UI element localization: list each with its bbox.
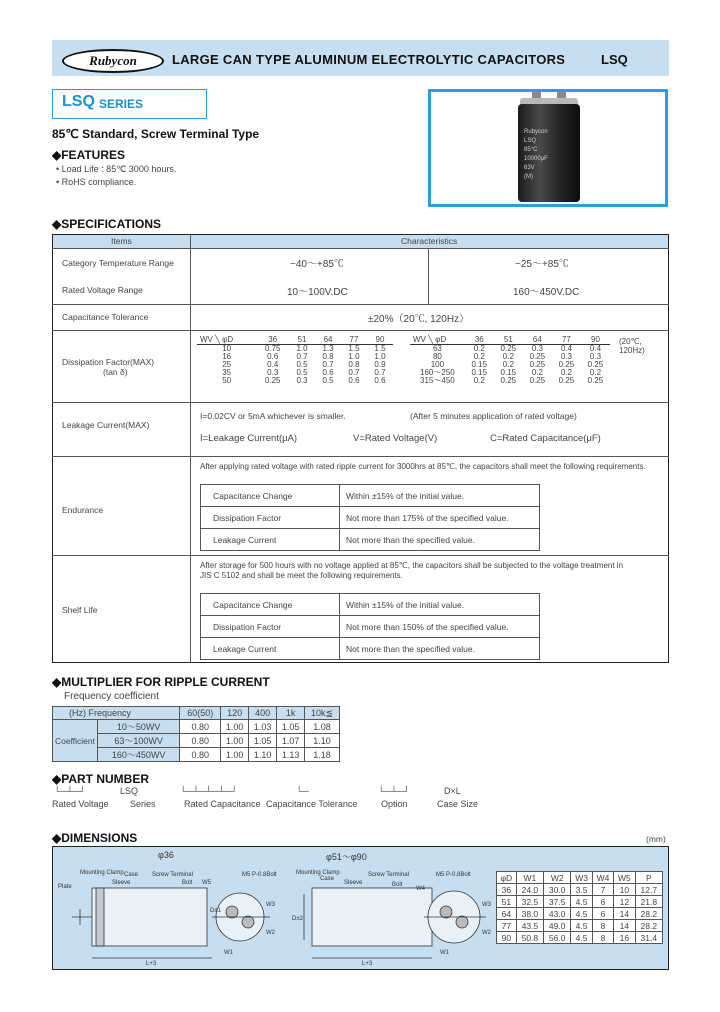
table-cell: 36: [497, 884, 517, 896]
label-bolt-right: Bolt: [392, 882, 403, 888]
label-w3-right: W3: [482, 902, 491, 908]
table-cell: 0.2: [473, 344, 485, 353]
table-cell: 0.75: [264, 344, 281, 353]
table-cell: 1.10: [249, 748, 277, 762]
pn-slot: └─: [296, 786, 309, 796]
table-cell: 0.25: [500, 376, 517, 385]
table-cell: 0.2: [473, 376, 485, 385]
table-row: [201, 529, 540, 551]
label-w2-left: W2: [266, 930, 275, 936]
table-cell: 0.25: [264, 376, 281, 385]
brand-logo: Rubycon: [62, 49, 164, 73]
table-cell: 1.3: [322, 344, 334, 353]
table-cell: 0.7: [374, 368, 386, 377]
table-cell: 0.25: [529, 360, 546, 369]
table-cell: Not more than 175% of the specified value.: [340, 507, 540, 529]
divider: [190, 234, 191, 663]
table-cell: 1.10: [305, 734, 340, 748]
table-cell: 0.25: [587, 376, 604, 385]
table-cell: φD: [497, 872, 517, 884]
dissipation-note: (20℃, 120Hz): [619, 337, 645, 355]
label-l-right: L+3: [362, 961, 373, 967]
shelf-intro2: JIS C 5102 and shall be meet the following requirements.: [200, 571, 403, 580]
table-cell: 10k≦: [305, 707, 340, 720]
table-cell: 77: [341, 336, 367, 345]
endurance-intro: After applying rated voltage with rated ripple current for 3000hrs at 85℃, the capacitors shall meet the following requirements.: [200, 462, 646, 471]
table-cell: Dissipation Factor: [201, 507, 340, 529]
leakage-formula: I=0.02CV or 5mA whichever is smaller.: [200, 411, 346, 421]
table-cell: 7: [592, 884, 613, 896]
table-cell: 49.0: [544, 920, 571, 932]
table-cell: 1.00: [221, 748, 249, 762]
table-cell: 28.2: [635, 920, 662, 932]
table-cell: 0.9: [374, 360, 386, 369]
table-cell: 90: [497, 932, 517, 944]
table-cell: 160〜450WV: [98, 748, 180, 762]
table-cell: 1.18: [305, 748, 340, 762]
divider: [52, 456, 669, 457]
table-row: [201, 507, 540, 529]
label-bolt: Bolt: [182, 880, 193, 886]
cap-tolerance-label: Capacitance Tolerance: [62, 312, 149, 322]
table-cell: 0.2: [502, 360, 514, 369]
table-cell: 16: [614, 932, 635, 944]
table-row: [53, 720, 340, 734]
label-sleeve-right: Sleeve: [344, 880, 363, 886]
table-row: [497, 896, 663, 908]
label-w4-right: W4: [416, 886, 425, 892]
table-cell: 1.5: [374, 344, 386, 353]
cat-temp-high: −25〜+85℃: [515, 259, 569, 270]
cat-temp-low: −40〜+85℃: [290, 259, 344, 270]
label-w1-right: W1: [440, 950, 449, 956]
ripple-title: ◆MULTIPLIER FOR RIPPLE CURRENT: [52, 675, 270, 689]
table-cell: Not more than the specified value.: [340, 529, 540, 551]
table-cell: 0.8: [348, 360, 360, 369]
series-code: LSQ: [601, 52, 628, 67]
table-cell: 0.4: [267, 360, 279, 369]
page-title: LARGE CAN TYPE ALUMINUM ELECTROLYTIC CAPACITORS: [172, 52, 566, 67]
table-cell: 0.5: [296, 360, 308, 369]
endurance-label: Endurance: [62, 505, 104, 515]
table-cell: 0.25: [558, 360, 575, 369]
table-cell: 1.13: [277, 748, 305, 762]
table-cell: 3.5: [571, 884, 592, 896]
label-m5-right: M5 P-0.8Bolt: [436, 872, 471, 878]
table-cell: 77: [497, 920, 517, 932]
table-cell: P: [635, 872, 662, 884]
table-cell: 160〜250: [420, 368, 455, 377]
dimensions-title: ◆DIMENSIONS: [52, 831, 138, 845]
pn-label: Rated Voltage: [52, 799, 109, 809]
shelf-label: Shelf Life: [62, 605, 98, 615]
table-cell: 90: [367, 336, 393, 345]
table-cell: 0.80: [180, 748, 221, 762]
table-cell: 63: [432, 344, 442, 353]
table-cell: Capacitance Change: [201, 594, 340, 616]
table-cell: 12: [614, 896, 635, 908]
table-cell: 0.25: [558, 376, 575, 385]
divider: [52, 555, 669, 556]
ripple-sub: Frequency coefficient: [64, 691, 159, 702]
label-mounting-clamp: Mounting Clamp: [80, 870, 124, 876]
dissipation-table-low: [197, 336, 393, 385]
table-cell: 1.00: [221, 720, 249, 734]
table-cell: 43.5: [516, 920, 543, 932]
table-cell: 4.5: [571, 920, 592, 932]
leakage-label: Leakage Current(MAX): [62, 420, 150, 430]
table-cell: 0.2: [589, 368, 602, 377]
label-screw-right: Screw Terminal: [368, 872, 409, 878]
table-cell: 0.3: [560, 352, 572, 361]
table-cell: 4.5: [571, 908, 592, 920]
divider: [52, 248, 669, 249]
table-cell: 0.25: [587, 360, 604, 369]
table-cell: 0.3: [531, 344, 543, 353]
pn-slot: └─┴─┴─┴─┘: [180, 786, 238, 796]
table-cell: 315〜450: [420, 376, 455, 385]
table-cell: 0.25: [529, 376, 546, 385]
table-cell: 50: [222, 376, 232, 385]
table-cell: 0.2: [560, 368, 572, 377]
table-cell: 1.00: [221, 734, 249, 748]
table-cell: Not more than the specified value.: [340, 638, 540, 660]
table-cell: Within ±15% of the initial value.: [340, 485, 540, 507]
table-cell: 35: [222, 368, 232, 377]
table-cell: 1.08: [305, 720, 340, 734]
series-word: SERIES: [99, 97, 144, 111]
table-cell: 1.07: [277, 734, 305, 748]
table-cell: 8: [592, 932, 613, 944]
table-cell: Capacitance Change: [201, 485, 340, 507]
col-characteristics: Characteristics: [401, 236, 458, 246]
table-cell: 0.6: [348, 376, 360, 385]
table-cell: 400: [249, 707, 277, 720]
table-cell: 0.7: [322, 360, 334, 369]
table-cell: 0.8: [322, 352, 334, 361]
leakage-v-def: V=Rated Voltage(V): [353, 433, 438, 444]
dims-d36: φ36: [158, 850, 174, 860]
table-cell: 56.0: [544, 932, 571, 944]
table-row: [497, 908, 663, 920]
dissipation-label: Dissipation Factor(MAX): [62, 357, 155, 367]
table-cell: 1.05: [249, 734, 277, 748]
table-cell: 1k: [277, 707, 305, 720]
pn-slot: └─┴─┘: [54, 786, 86, 796]
label-d-right: D±2: [292, 916, 303, 922]
table-cell: 1.0: [296, 344, 308, 353]
table-cell: 14: [614, 920, 635, 932]
table-cell: Not more than 150% of the specified value.: [340, 616, 540, 638]
table-row: [201, 485, 540, 507]
table-cell: 80: [432, 352, 442, 361]
endurance-table: [200, 484, 540, 551]
leakage-i-def: I=Leakage Current(μA): [200, 433, 298, 444]
label-bolt-left: M5 P-0.8Bolt: [242, 872, 277, 878]
table-row: [497, 872, 663, 884]
case-outline-left: [92, 888, 207, 946]
table-cell: 16: [222, 352, 232, 361]
table-cell: W2: [544, 872, 571, 884]
table-cell: 8: [592, 920, 613, 932]
table-cell: 10: [614, 884, 635, 896]
dims-unit: (mm): [646, 834, 666, 844]
label-case: Case: [124, 872, 139, 878]
pn-label: Case Size: [437, 799, 479, 809]
part-number-title: ◆PART NUMBER: [52, 772, 150, 786]
table-cell: 0.5: [296, 368, 308, 377]
specifications-title: ◆SPECIFICATIONS: [52, 217, 162, 231]
capacitor-label: Rubycon LSQ 85°C 10000μF 63V (M): [524, 129, 548, 180]
table-cell: 100: [430, 360, 445, 369]
cap-tolerance-value: ±20%（20℃, 120Hz）: [368, 314, 470, 325]
pn-slot: └─┴─┘: [378, 786, 410, 796]
shelf-intro1: After storage for 500 hours with no voltage applied at 85℃, the capacitors shall be subjected to the voltage treatment in: [200, 561, 624, 570]
table-cell: 120: [221, 707, 249, 720]
table-cell: Leakage Current: [201, 529, 340, 551]
table-cell: 0.6: [267, 352, 279, 361]
table-cell: 25: [222, 360, 232, 369]
subtitle: 85℃ Standard, Screw Terminal Type: [52, 127, 260, 141]
divider: [52, 330, 669, 331]
table-cell: 0.6: [322, 368, 334, 377]
table-row: [497, 884, 663, 896]
table-cell: 0.2: [502, 352, 514, 361]
table-cell: 31.4: [635, 932, 662, 944]
table-cell: 43.0: [544, 908, 571, 920]
table-row: [201, 638, 540, 660]
table-cell: Dissipation Factor: [201, 616, 340, 638]
table-cell: 90: [581, 336, 610, 345]
table-row: [201, 616, 540, 638]
table-cell: 14: [614, 908, 635, 920]
pn-label: Series: [130, 799, 156, 809]
pn-label: Option: [381, 799, 408, 809]
table-cell: 37.5: [544, 896, 571, 908]
leakage-c-def: C=Rated Capacitance(μF): [490, 433, 601, 444]
table-cell: 0.5: [322, 376, 334, 385]
series-name: LSQ: [62, 93, 95, 110]
label-w1-left: W1: [224, 950, 233, 956]
shelf-table: [200, 593, 540, 660]
table-cell: 64: [523, 336, 552, 345]
table-cell: 28.2: [635, 908, 662, 920]
label-case-right: Case: [320, 876, 335, 882]
col-items: Items: [111, 236, 132, 246]
table-cell: 0.7: [296, 352, 308, 361]
table-cell: W3: [571, 872, 592, 884]
table-cell: 0.15: [471, 360, 488, 369]
label-w5-left: W5: [202, 880, 211, 886]
label-mounting-clamp-right: Mounting Clamp: [296, 870, 340, 876]
table-cell: 0.25: [500, 344, 517, 353]
table-cell: 0.2: [531, 368, 543, 377]
table-cell: 36: [256, 336, 289, 345]
divider: [52, 402, 669, 403]
table-cell: W1: [516, 872, 543, 884]
table-cell: 24.0: [516, 884, 543, 896]
table-cell: 12.7: [635, 884, 662, 896]
table-cell: W4: [592, 872, 613, 884]
table-cell: 1.05: [277, 720, 305, 734]
table-row: [201, 594, 540, 616]
table-cell: 64: [497, 908, 517, 920]
table-cell: 0.80: [180, 720, 221, 734]
label-l-left: L+3: [146, 961, 157, 967]
features-title: ◆FEATURES: [52, 148, 126, 162]
table-cell: 0.7: [348, 368, 360, 377]
table-cell: 0.6: [374, 376, 386, 385]
rated-voltage-label: Rated Voltage Range: [62, 285, 143, 295]
table-cell: 1.0: [348, 352, 360, 361]
case-outline-right: [312, 888, 432, 946]
ripple-table: [52, 706, 340, 762]
label-plate: Plate: [58, 884, 72, 890]
table-cell: 36: [465, 336, 494, 345]
dissipation-table-high: [410, 336, 610, 385]
table-cell: 0.25: [529, 352, 546, 361]
table-cell: 10: [222, 344, 232, 353]
dimensions-table: [496, 871, 663, 944]
table-cell: 50.8: [516, 932, 543, 944]
leakage-after: (After 5 minutes application of rated voltage): [410, 411, 577, 421]
pn-label: Rated Capacitance: [184, 799, 261, 809]
table-cell: 51: [289, 336, 315, 345]
table-row: [497, 932, 663, 944]
feature-item: • Load Life : 85℃ 3000 hours.: [56, 164, 177, 174]
label-w3-left: W3: [266, 902, 275, 908]
cat-temp-label: Category Temperature Range: [62, 258, 174, 268]
table-cell: 6: [592, 896, 613, 908]
table-cell: 51: [494, 336, 523, 345]
table-cell: 0.80: [180, 734, 221, 748]
divider: [52, 304, 669, 305]
pn-label: Capacitance Tolerance: [266, 799, 358, 809]
table-cell: Coefficient: [53, 720, 98, 762]
label-sleeve: Sleeve: [112, 880, 131, 886]
table-cell: 10〜50WV: [98, 720, 180, 734]
table-cell: 1.5: [348, 344, 360, 353]
table-cell: 30.0: [544, 884, 571, 896]
table-cell: 0.15: [500, 368, 517, 377]
table-cell: 64: [315, 336, 341, 345]
table-cell: 0.3: [267, 368, 279, 377]
table-cell: 0.15: [471, 368, 488, 377]
pn-dxl: D×L: [444, 786, 461, 796]
table-cell: WV ╲ φD: [410, 336, 465, 345]
pn-series: LSQ: [120, 786, 139, 796]
table-cell: 60(50): [180, 707, 221, 720]
table-row: [410, 377, 610, 385]
wv-header: WV ╲ φD: [197, 336, 256, 345]
table-row: [53, 707, 340, 720]
dims-d51: φ51〜φ90: [326, 852, 367, 862]
table-cell: 6: [592, 908, 613, 920]
table-cell: 0.4: [589, 344, 602, 353]
label-d-left: D±1: [210, 908, 221, 914]
table-cell: 1.0: [374, 352, 386, 361]
rated-voltage-low: 10〜100V.DC: [287, 287, 348, 298]
table-cell: Within ±15% of the initial value.: [340, 594, 540, 616]
table-cell: 63〜100WV: [98, 734, 180, 748]
dimension-drawing: [52, 862, 492, 968]
table-row: [497, 920, 663, 932]
table-cell: 0.2: [473, 352, 485, 361]
table-cell: 32.5: [516, 896, 543, 908]
feature-item: • RoHS compliance.: [56, 177, 137, 187]
label-w2-right: W2: [482, 930, 491, 936]
table-cell: 51: [497, 896, 517, 908]
table-cell: 0.3: [589, 352, 602, 361]
table-cell: 4.5: [571, 932, 592, 944]
table-cell: 21.8: [635, 896, 662, 908]
table-cell: Leakage Current: [201, 638, 340, 660]
table-row: [197, 377, 393, 385]
dissipation-label2: (tan δ): [103, 367, 128, 377]
table-cell: (Hz) Frequency: [53, 707, 180, 720]
table-cell: 0.3: [296, 376, 308, 385]
label-screw-terminal: Screw Terminal: [152, 872, 193, 878]
rated-voltage-high: 160〜450V.DC: [513, 287, 580, 298]
table-cell: 4.5: [571, 896, 592, 908]
table-cell: 1.03: [249, 720, 277, 734]
table-cell: 77: [552, 336, 581, 345]
spec-table-header: [53, 235, 668, 248]
table-cell: 38.0: [516, 908, 543, 920]
table-cell: W5: [614, 872, 635, 884]
divider: [428, 248, 429, 304]
table-cell: 0.4: [560, 344, 572, 353]
